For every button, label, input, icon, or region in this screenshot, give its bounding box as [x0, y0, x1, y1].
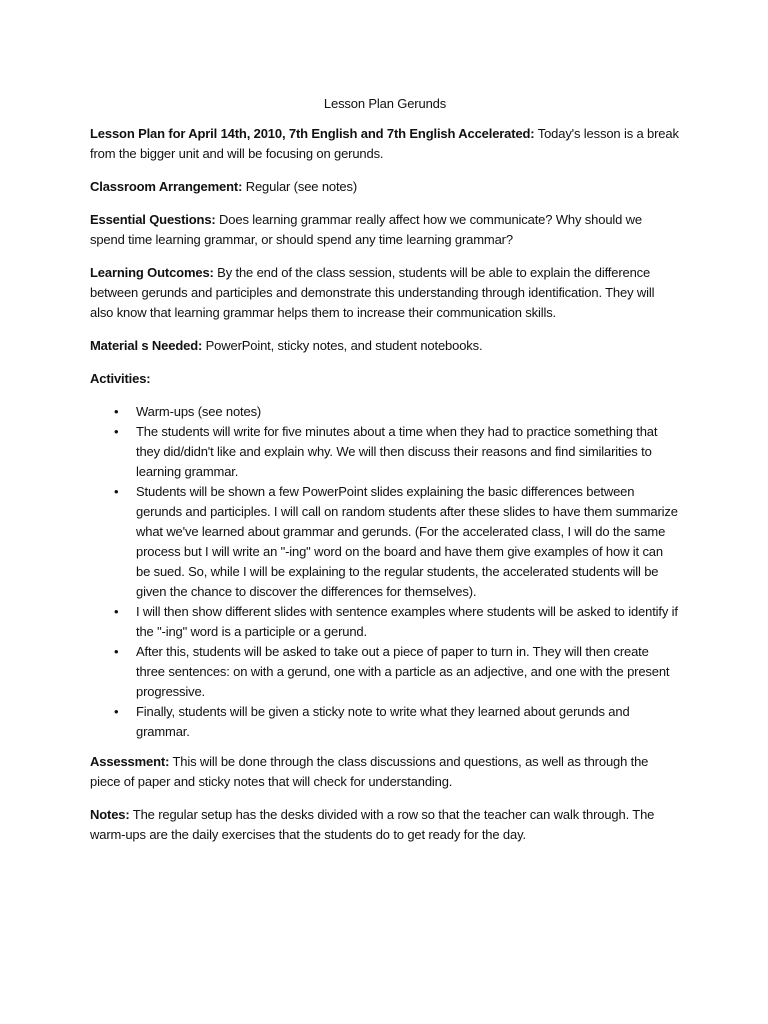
assessment-text: This will be done through the class discussions and questions, as well as through the piece of paper and sticky notes that will check for understanding. — [90, 754, 649, 789]
activities-label: Activities: — [90, 371, 151, 386]
notes-text: The regular setup has the desks divided with a row so that the teacher can walk through. The warm-ups are the daily exercises that the students do to get ready for the day. — [90, 807, 655, 842]
arrangement-text: Regular (see notes) — [242, 179, 358, 194]
lesson-plan-label: Lesson Plan for April 14th, 2010, 7th English and 7th English Accelerated: — [90, 126, 535, 141]
list-item-text: I will then show different slides with sentence examples where students will be asked to identify if the "-ing" word is a participle or a gerund. — [136, 604, 678, 639]
bullet-icon: • — [114, 604, 119, 619]
materials-paragraph — [90, 336, 680, 356]
list-item — [90, 642, 680, 702]
activities-list — [90, 402, 680, 742]
learning-outcomes-label: Learning Outcomes: — [90, 265, 214, 280]
learning-outcomes-text: By the end of the class session, students will be able to explain the difference between gerunds and participles and demonstrate this understanding through identification. They will also know that learning grammar helps them to increase their communication skills. — [90, 265, 655, 320]
materials-text: PowerPoint, sticky notes, and student notebooks. — [202, 338, 483, 353]
list-item — [90, 402, 680, 422]
essential-questions-label: Essential Questions: — [90, 212, 216, 227]
lesson-plan-text: Today's lesson is a break from the bigger unit and will be focusing on gerunds. — [90, 126, 679, 161]
essential-questions-paragraph — [90, 210, 680, 250]
bullet-icon: • — [114, 644, 119, 659]
essential-questions-text: Does learning grammar really affect how we communicate? Why should we spend time learning grammar, or should spend any time learning grammar? — [90, 212, 642, 247]
list-item — [90, 702, 680, 742]
notes-label: Notes: — [90, 807, 130, 822]
list-item-text: Warm-ups (see notes) — [136, 404, 262, 419]
list-item-text: The students will write for five minutes about a time when they had to practice something that they did/didn't like and explain why. We will then discuss their reasons and find similarities to learning grammar. — [136, 424, 658, 479]
arrangement-label: Classroom Arrangement: — [90, 179, 243, 194]
list-item — [90, 482, 680, 602]
assessment-paragraph — [90, 752, 680, 792]
assessment-label: Assessment: — [90, 754, 170, 769]
learning-outcomes-paragraph — [90, 263, 680, 323]
bullet-icon: • — [114, 424, 119, 439]
bullet-icon: • — [114, 484, 119, 499]
arrangement-paragraph — [90, 177, 680, 197]
bullet-icon: • — [114, 404, 119, 419]
activities-heading-paragraph — [90, 369, 680, 389]
list-item-text: Students will be shown a few PowerPoint slides explaining the basic differences between gerunds and participles. I will call on random students after these slides to have them summarize what we've learned about grammar and gerunds. (For the accelerated class, I will do the same process but I will write an "-ing" word on the board and have them give examples of how it can be sued. So, while I will be explaining to the regular students, the accelerated students will be given the chance to discover the differences for themselves). — [136, 484, 678, 599]
materials-label: Material s Needed: — [90, 338, 203, 353]
list-item-text: Finally, students will be given a sticky note to write what they learned about gerunds and grammar. — [136, 704, 630, 739]
notes-paragraph — [90, 805, 680, 845]
lesson-plan-paragraph — [90, 124, 680, 164]
list-item-text: After this, students will be asked to take out a piece of paper to turn in. They will then create three sentences: on with a gerund, one with a particle as an adjective, and one with the present progressive. — [136, 644, 670, 699]
list-item — [90, 422, 680, 482]
bullet-icon: • — [114, 704, 119, 719]
list-item — [90, 602, 680, 642]
document-title: Lesson Plan Gerunds — [323, 96, 447, 111]
